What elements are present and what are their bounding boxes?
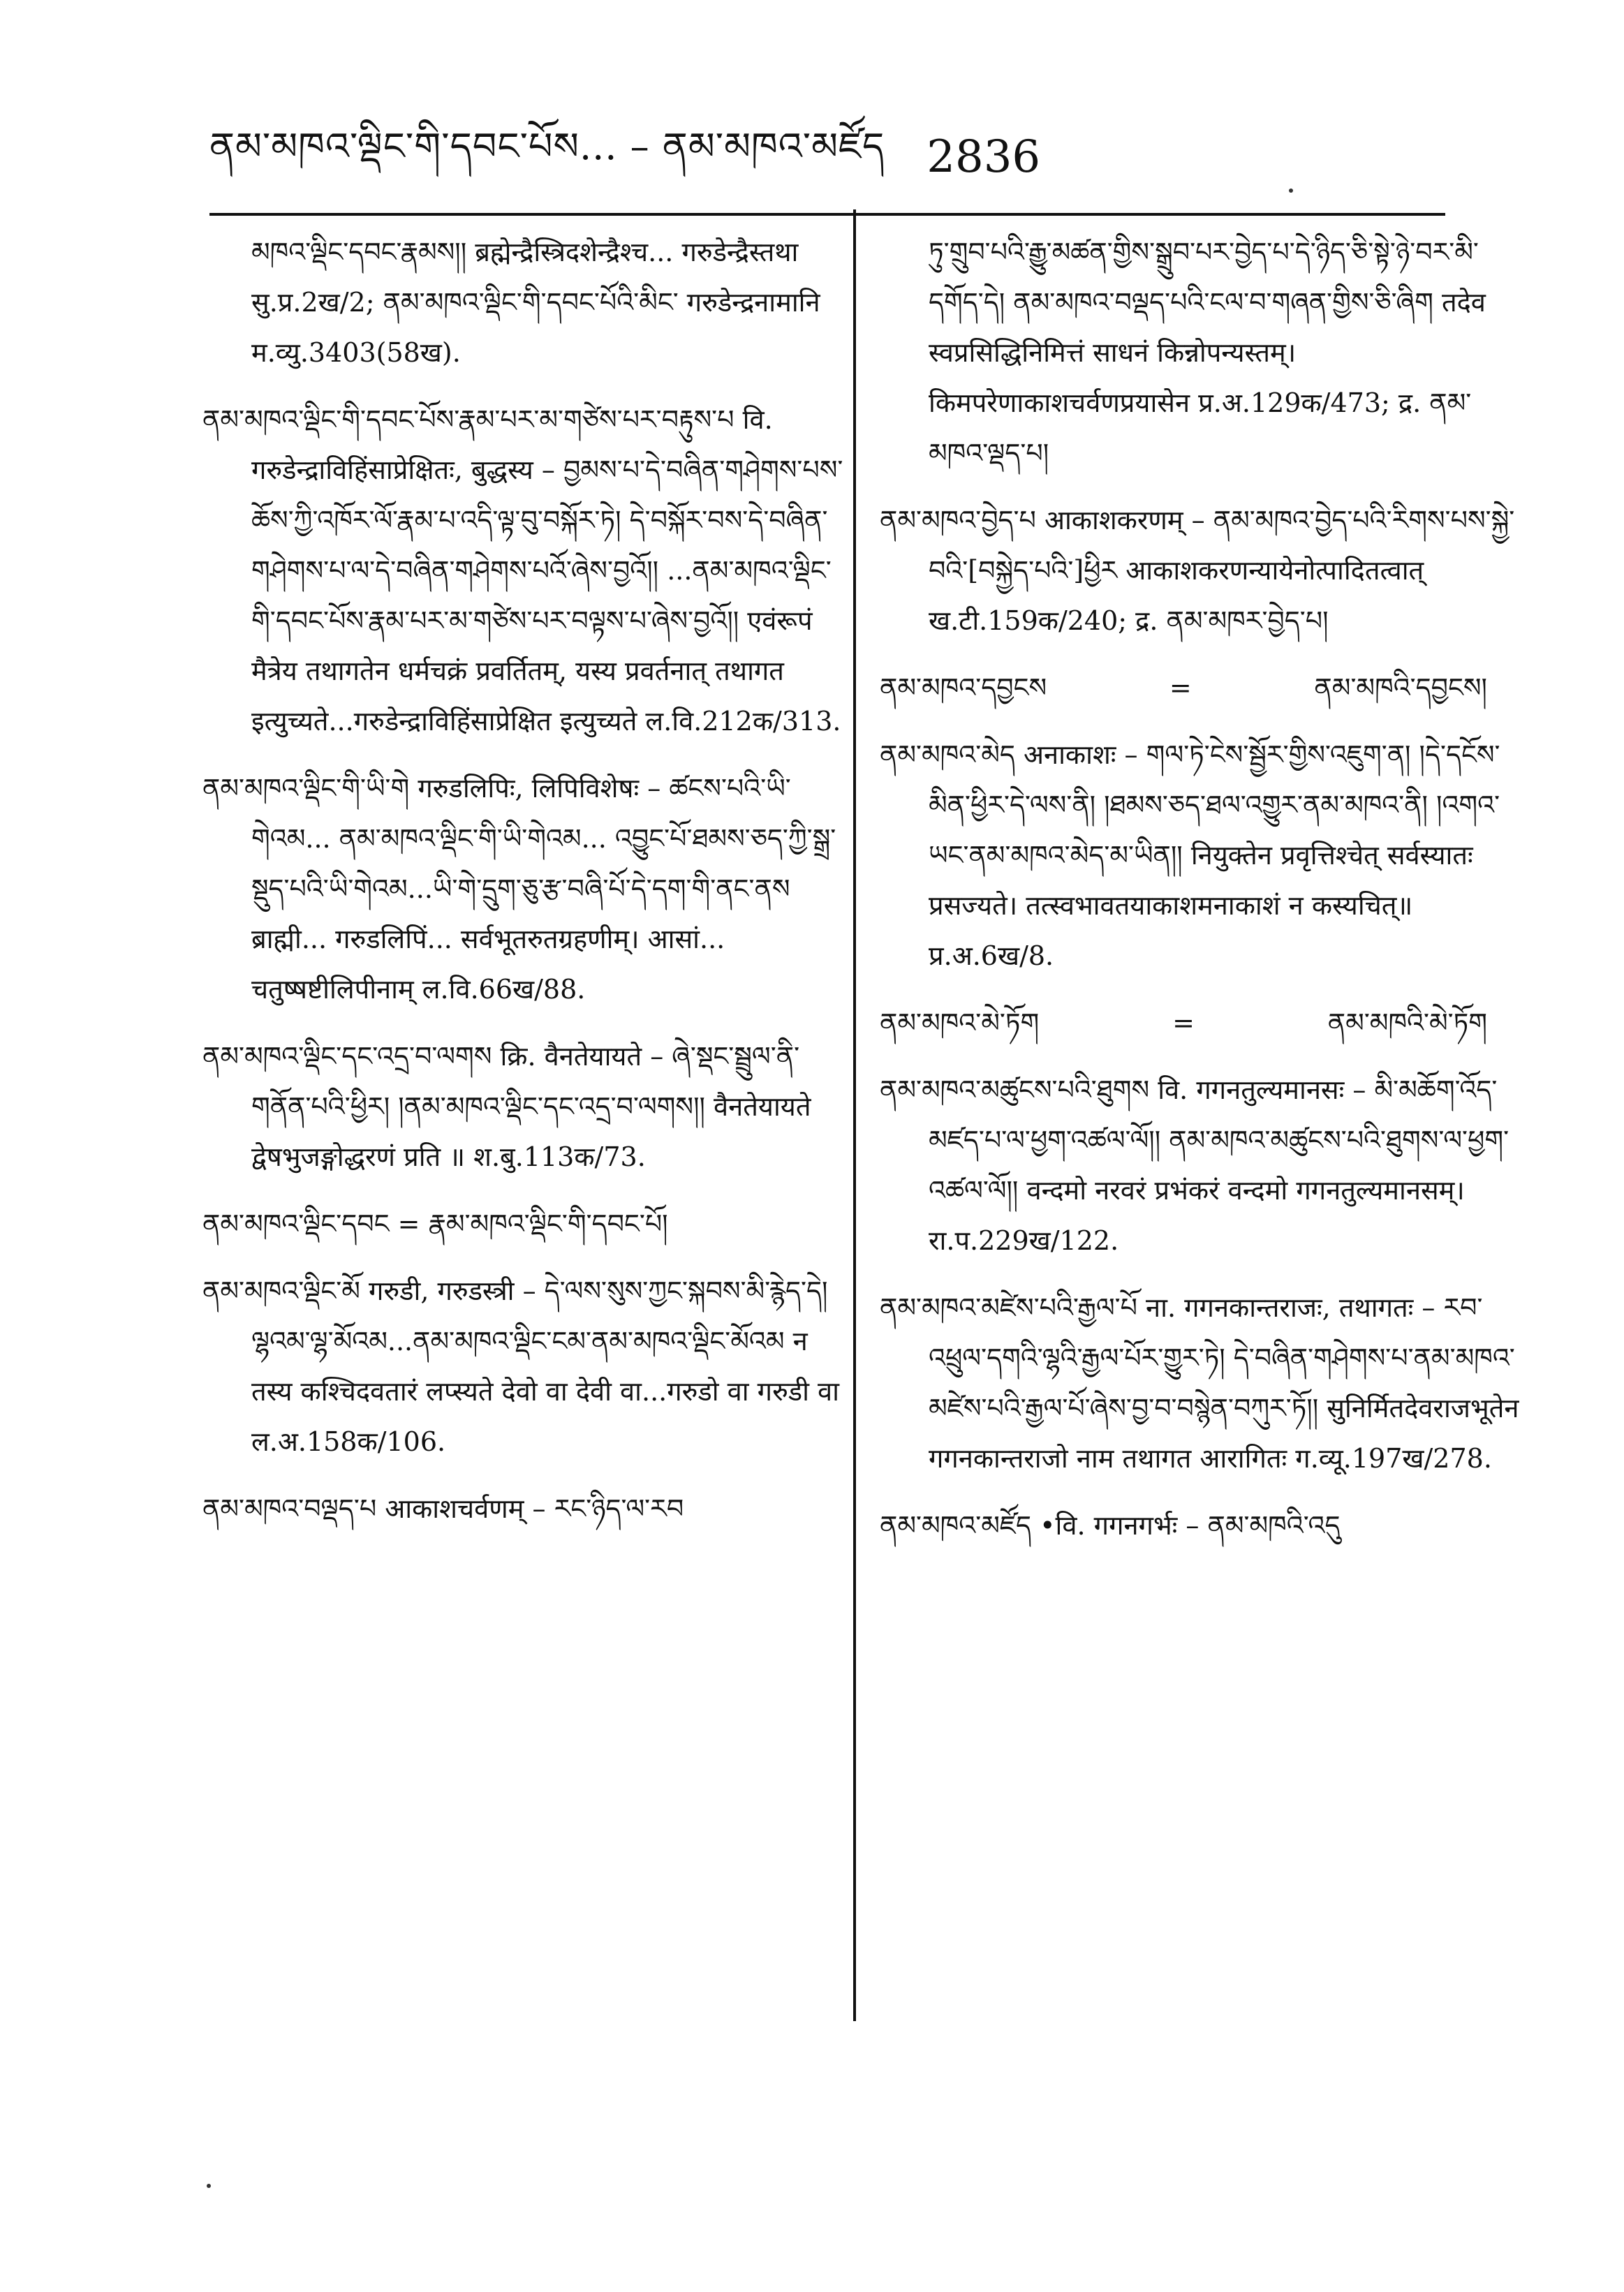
- dictionary-entry: ནམ་མཁའ་ལྡིང་གི་ཡི་གེ गरुडलिपिः, लिपिविशेषः – ཚངས་པའི་ཡི་གེའམ... ནམ་མཁའ་ལྡིང་གི་ཡི་གེའམ... འབྱུང་པོ་ཐམས་ཅད་ཀྱི་སྒྲ་སྡུད་པའི་ཡི་གེའམ...ཡི་གེ་དྲུག་ཅུ་རྩ་བཞི་པོ་དེ་དག་གི་ནང་ནས ब्राह्मी... गरुडलिपिं... सर्वभूतरुतग्रहणीम्। आसां... चतुष्षष्टीलिपीनाम् ल.वि.66ख/88.: [202, 773, 836, 1005]
- dictionary-entry: ནམ་མཁའ་བལྡད་པ आकाशचर्वणम् – རང་ཉིད་ལ་རབ: [202, 1493, 684, 1524]
- crossref-target: ནམ་མཁའི་དབྱངས།: [1314, 672, 1487, 703]
- column-divider: [853, 209, 856, 2021]
- crossref-lemma: ནམ་མཁའ་དབྱངས: [880, 672, 1047, 703]
- page-number: 2836: [927, 131, 1041, 183]
- dictionary-entry-crossref: [880, 998, 1529, 1048]
- crossref-equals: =: [1169, 672, 1192, 703]
- dictionary-entry-continuation: མཁའ་ལྡིང་དབང་རྣམས།། ब्रह्मेन्द्रैस्त्रिदशेन्द्रैश्च... गरुडेन्द्रैस्तथा सु.प्र.2ख/2; ནམ་མཁའ་ལྡིང་གི་དབང་པོའི་མིང་ गरुडेन्द्रनामानि म.व्यु.3403(58ख).: [251, 237, 820, 368]
- dictionary-entry: ནམ་མཁའ་མཛོད •वि. गगनगर्भः – ནམ་མཁའི་འདུ: [880, 1510, 1341, 1541]
- crossref-equals: =: [1172, 1007, 1195, 1038]
- dictionary-entry: ནམ་མཁའ་མེད अनाकाशः – གལ་ཏེ་ངེས་སྦྱོར་གྱིས་འཇུག་ན། །དེ་དངོས་མིན་ཕྱིར་དེ་ལས་ནི། །ཐམས་ཅད་ཐལ་འགྱུར་ནམ་མཁའ་ནི། །འགའ་ཡང་ནམ་མཁའ་མེད་མ་ཡིན།། नियुक्तेन प्रवृत्तिश्चेत् सर्वस्यातः प्रसज्यते। तत्स्वभावतयाकाशमनाकाशं न कस्यचित्॥ प्र.अ.6ख/8.: [880, 739, 1500, 971]
- right-column: [880, 227, 1529, 1567]
- speck-mark: [207, 2184, 211, 2188]
- running-header-title: ནམ་མཁའ་ལྡིང་གི་དབང་པོས... – ནམ་མཁའ་མཛོད: [209, 124, 885, 168]
- speck-mark: [1289, 188, 1293, 193]
- page-header: [209, 119, 1396, 195]
- left-column: [202, 227, 852, 1551]
- dictionary-entry-crossref: [880, 663, 1529, 713]
- crossref-lemma: ནམ་མཁའ་མེ་ཏོག: [880, 1007, 1040, 1038]
- dictionary-entry: ནམ་མཁའ་བྱེད་པ आकाशकरणम् – ནམ་མཁའ་བྱེད་པའི་རིགས་པས་སྐྱེ་བའི་[བསྐྱེད་པའི་]ཕྱིར आकाशकरणन्यायेनोत्पादितत्वात् ख.टी.159क/240; द्र. ནམ་མཁར་བྱེད་པ།: [880, 505, 1515, 636]
- dictionary-entry: ནམ་མཁའ་ལྡིང་གི་དབང་པོས་རྣམ་པར་མ་གཙེས་པར་བརྟུས་པ वि. गरुडेन्द्राविहिंसाप्रेक्षितः, बुद्धस्य – བྱམས་པ་དེ་བཞིན་གཤེགས་པས་ཆོས་ཀྱི་འཁོར་ལོ་རྣམ་པ་འདི་ལྟ་བུ་བསྐོར་ཏེ། དེ་བསྐོར་བས་དེ་བཞིན་གཤེགས་པ་ལ་དེ་བཞིན་གཤེགས་པའོ་ཞེས་བྱའོ།། ...ནམ་མཁའ་ལྡིང་གི་དབང་པོས་རྣམ་པར་མ་གཙེས་པར་བལྟས་པ་ཞེས་བྱའོ།། एवंरूपं मैत्रेय तथागतेन धर्मचक्रं प्रवर्तितम्, यस्य प्रवर्तनात् तथागत इत्युच्यते...गरुडेन्द्राविहिंसाप्रेक्षित इत्युच्यते ल.वि.212क/313.: [202, 404, 843, 737]
- header-rule: [209, 213, 1445, 216]
- dictionary-entry: ནམ་མཁའ་མཚུངས་པའི་ཐུགས वि. गगनतुल्यमानसः – མི་མཆོག་འོད་མཛད་པ་ལ་ཕྱག་འཚལ་ལོ།། ནམ་མཁའ་མཚུངས་པའི་ཐུགས་ལ་ཕྱག་འཚལ་ལོ།། वन्दमो नरवरं प्रभंकरं वन्दमो गगनतुल्यमानसम्। रा.प.229ख/122.: [880, 1074, 1509, 1256]
- dictionary-entry-continuation: ཏུ་གྲུབ་པའི་རྒྱུ་མཚན་གྱིས་སྒྲུབ་པར་བྱེད་པ་དེ་ཉིད་ཅི་སྟེ་ཉེ་བར་མི་དགོད་དེ། ནམ་མཁའ་བལྡད་པའི་ངལ་བ་གཞན་གྱིས་ཅི་ཞིག तदेव स्वप्रसिद्धिनिमित्तं साधनं किन्नोपन्यस्तम्। किमपरेणाकाशचर्वणप्रयासेन प्र.अ.129क/473; द्र. ནམ་མཁའ་ལྡད་པ།: [929, 237, 1486, 468]
- dictionary-entry: ནམ་མཁའ་ལྡིང་དང་འདྲ་བ་ལགས क्रि. वैनतेयायते – ཞེ་སྡང་སྦྲུལ་ནི་གནོན་པའི་ཕྱིར། །ནམ་མཁའ་ལྡིང་དང་འདྲ་བ་ལགས།། वैनतेयायते द्वेषभुजङ्गोद्धरणं प्रति ॥ श.बु.113क/73.: [202, 1041, 811, 1172]
- dictionary-entry: ནམ་མཁའ་ལྡིང་མོ गरुडी, गरुडस्त्री – དེ་ལས་སུས་ཀྱང་སྐབས་མི་རྙེད་དེ། ལྷའམ་ལྷ་མོའམ...ནམ་མཁའ་ལྡིང་ངམ་ནམ་མཁའ་ལྡིང་མོའམ न तस्य कश्चिदवतारं लप्स्यते देवो वा देवी वा...गरुडो वा गरुडी वा ल.अ.158क/106.: [202, 1276, 840, 1457]
- crossref-target: ནམ་མཁའི་མེ་ཏོག: [1327, 1007, 1487, 1038]
- dictionary-entry-crossref: ནམ་མཁའ་ལྡིང་དབང = རྣམ་མཁའ་ལྡིང་གི་དབང་པོ།: [202, 1208, 668, 1239]
- dictionary-entry: ནམ་མཁའ་མཛེས་པའི་རྒྱལ་པོ ना. गगनकान्तराजः, तथागतः – རབ་འཕྲུལ་དགའི་ལྷའི་རྒྱལ་པོར་གྱུར་ཏེ། དེ་བཞིན་གཤེགས་པ་ནམ་མཁའ་མཛེས་པའི་རྒྱལ་པོ་ཞེས་བྱ་བ་བསྙེན་བཀུར་ཏོ།། सुनिर्मितदेवराजभूतेन गगनकान्तराजो नाम तथागत आरागितः ग.व्यू.197ख/278.: [880, 1292, 1519, 1474]
